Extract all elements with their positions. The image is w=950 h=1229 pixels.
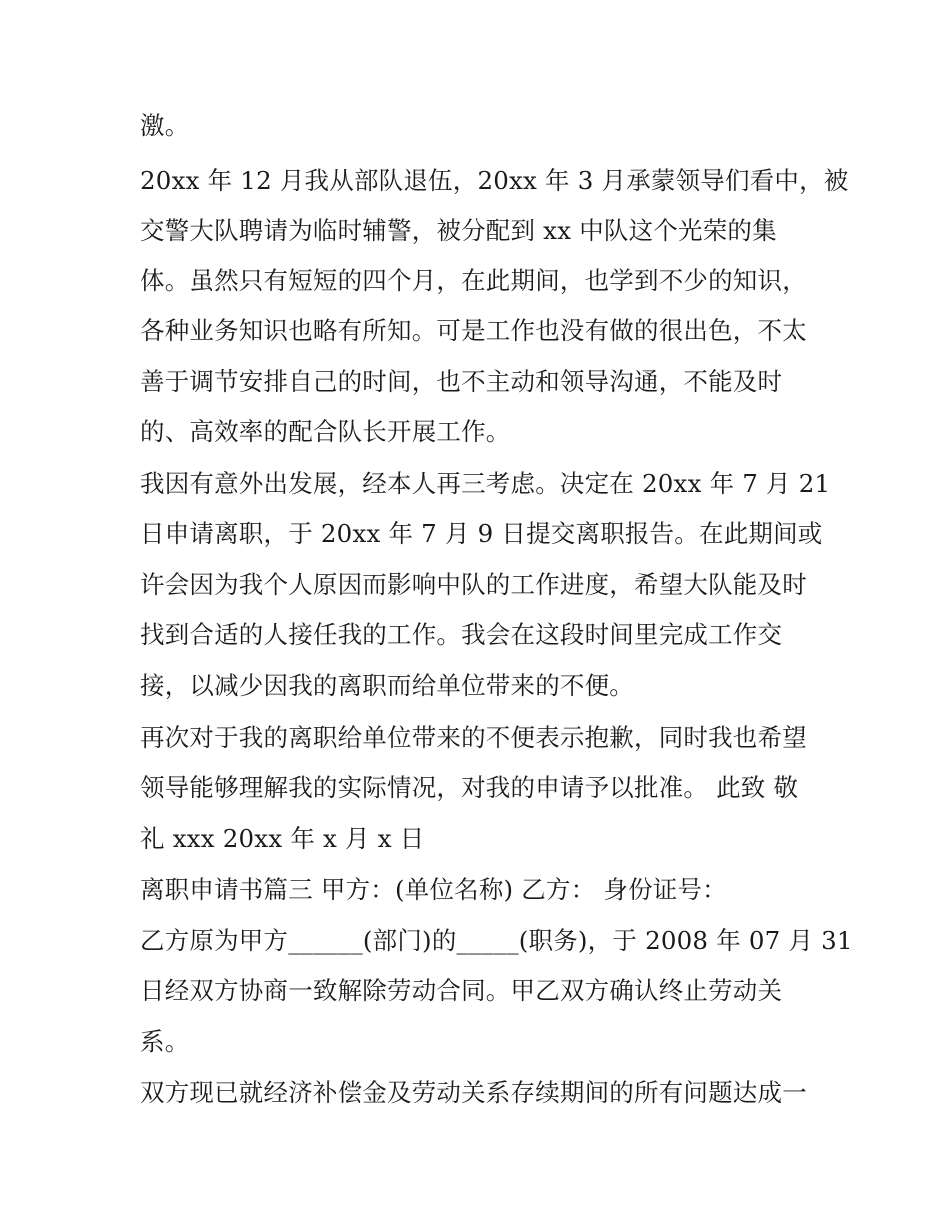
text-line: 20xx 年 12 月我从部队退伍，20xx 年 3 月承蒙领导们看中，被	[140, 166, 849, 195]
text-line: 再次对于我的离职给单位带来的不便表示抱歉，同时我也希望	[140, 723, 807, 752]
text-line: 离职申请书篇三 甲方：(单位名称) 乙方： 身份证号：	[140, 875, 727, 904]
text-line: 系。	[140, 1027, 190, 1056]
text-line: 双方现已就经济补偿金及劳动关系存续期间的所有问题达成一	[140, 1078, 807, 1107]
text-line: 日经双方协商一致解除劳动合同。甲乙双方确认终止劳动关	[140, 976, 783, 1005]
text-line: 我因有意外出发展，经本人再三考虑。决定在 20xx 年 7 月 21	[140, 469, 831, 498]
text-line: 礼 xxx 20xx 年 x 月 x 日	[140, 824, 425, 853]
text-line: 激。	[140, 111, 190, 140]
text-line: 各种业务知识也略有所知。可是工作也没有做的很出色，不太	[140, 316, 807, 345]
text-line: 体。虽然只有短短的四个月，在此期间，也学到不少的知识，	[140, 266, 807, 295]
text-line: 交警大队聘请为临时辅警，被分配到 xx 中队这个光荣的集	[140, 216, 777, 245]
text-line: 领导能够理解我的实际情况，对我的申请予以批准。 此致 敬	[140, 773, 799, 802]
text-line: 日申请离职，于 20xx 年 7 月 9 日提交离职报告。在此期间或	[140, 519, 823, 548]
text-line: 的、高效率的配合队长开展工作。	[140, 417, 511, 446]
text-line: 乙方原为甲方______(部门)的_____(职务)，于 2008 年 07 月 31	[140, 926, 853, 955]
text-line: 接，以减少因我的离职而给单位带来的不便。	[140, 671, 634, 700]
text-line: 找到合适的人接任我的工作。我会在这段时间里完成工作交	[140, 620, 783, 649]
text-line: 善于调节安排自己的时间，也不主动和领导沟通，不能及时	[140, 367, 783, 396]
text-line: 许会因为我个人原因而影响中队的工作进度，希望大队能及时	[140, 570, 807, 599]
